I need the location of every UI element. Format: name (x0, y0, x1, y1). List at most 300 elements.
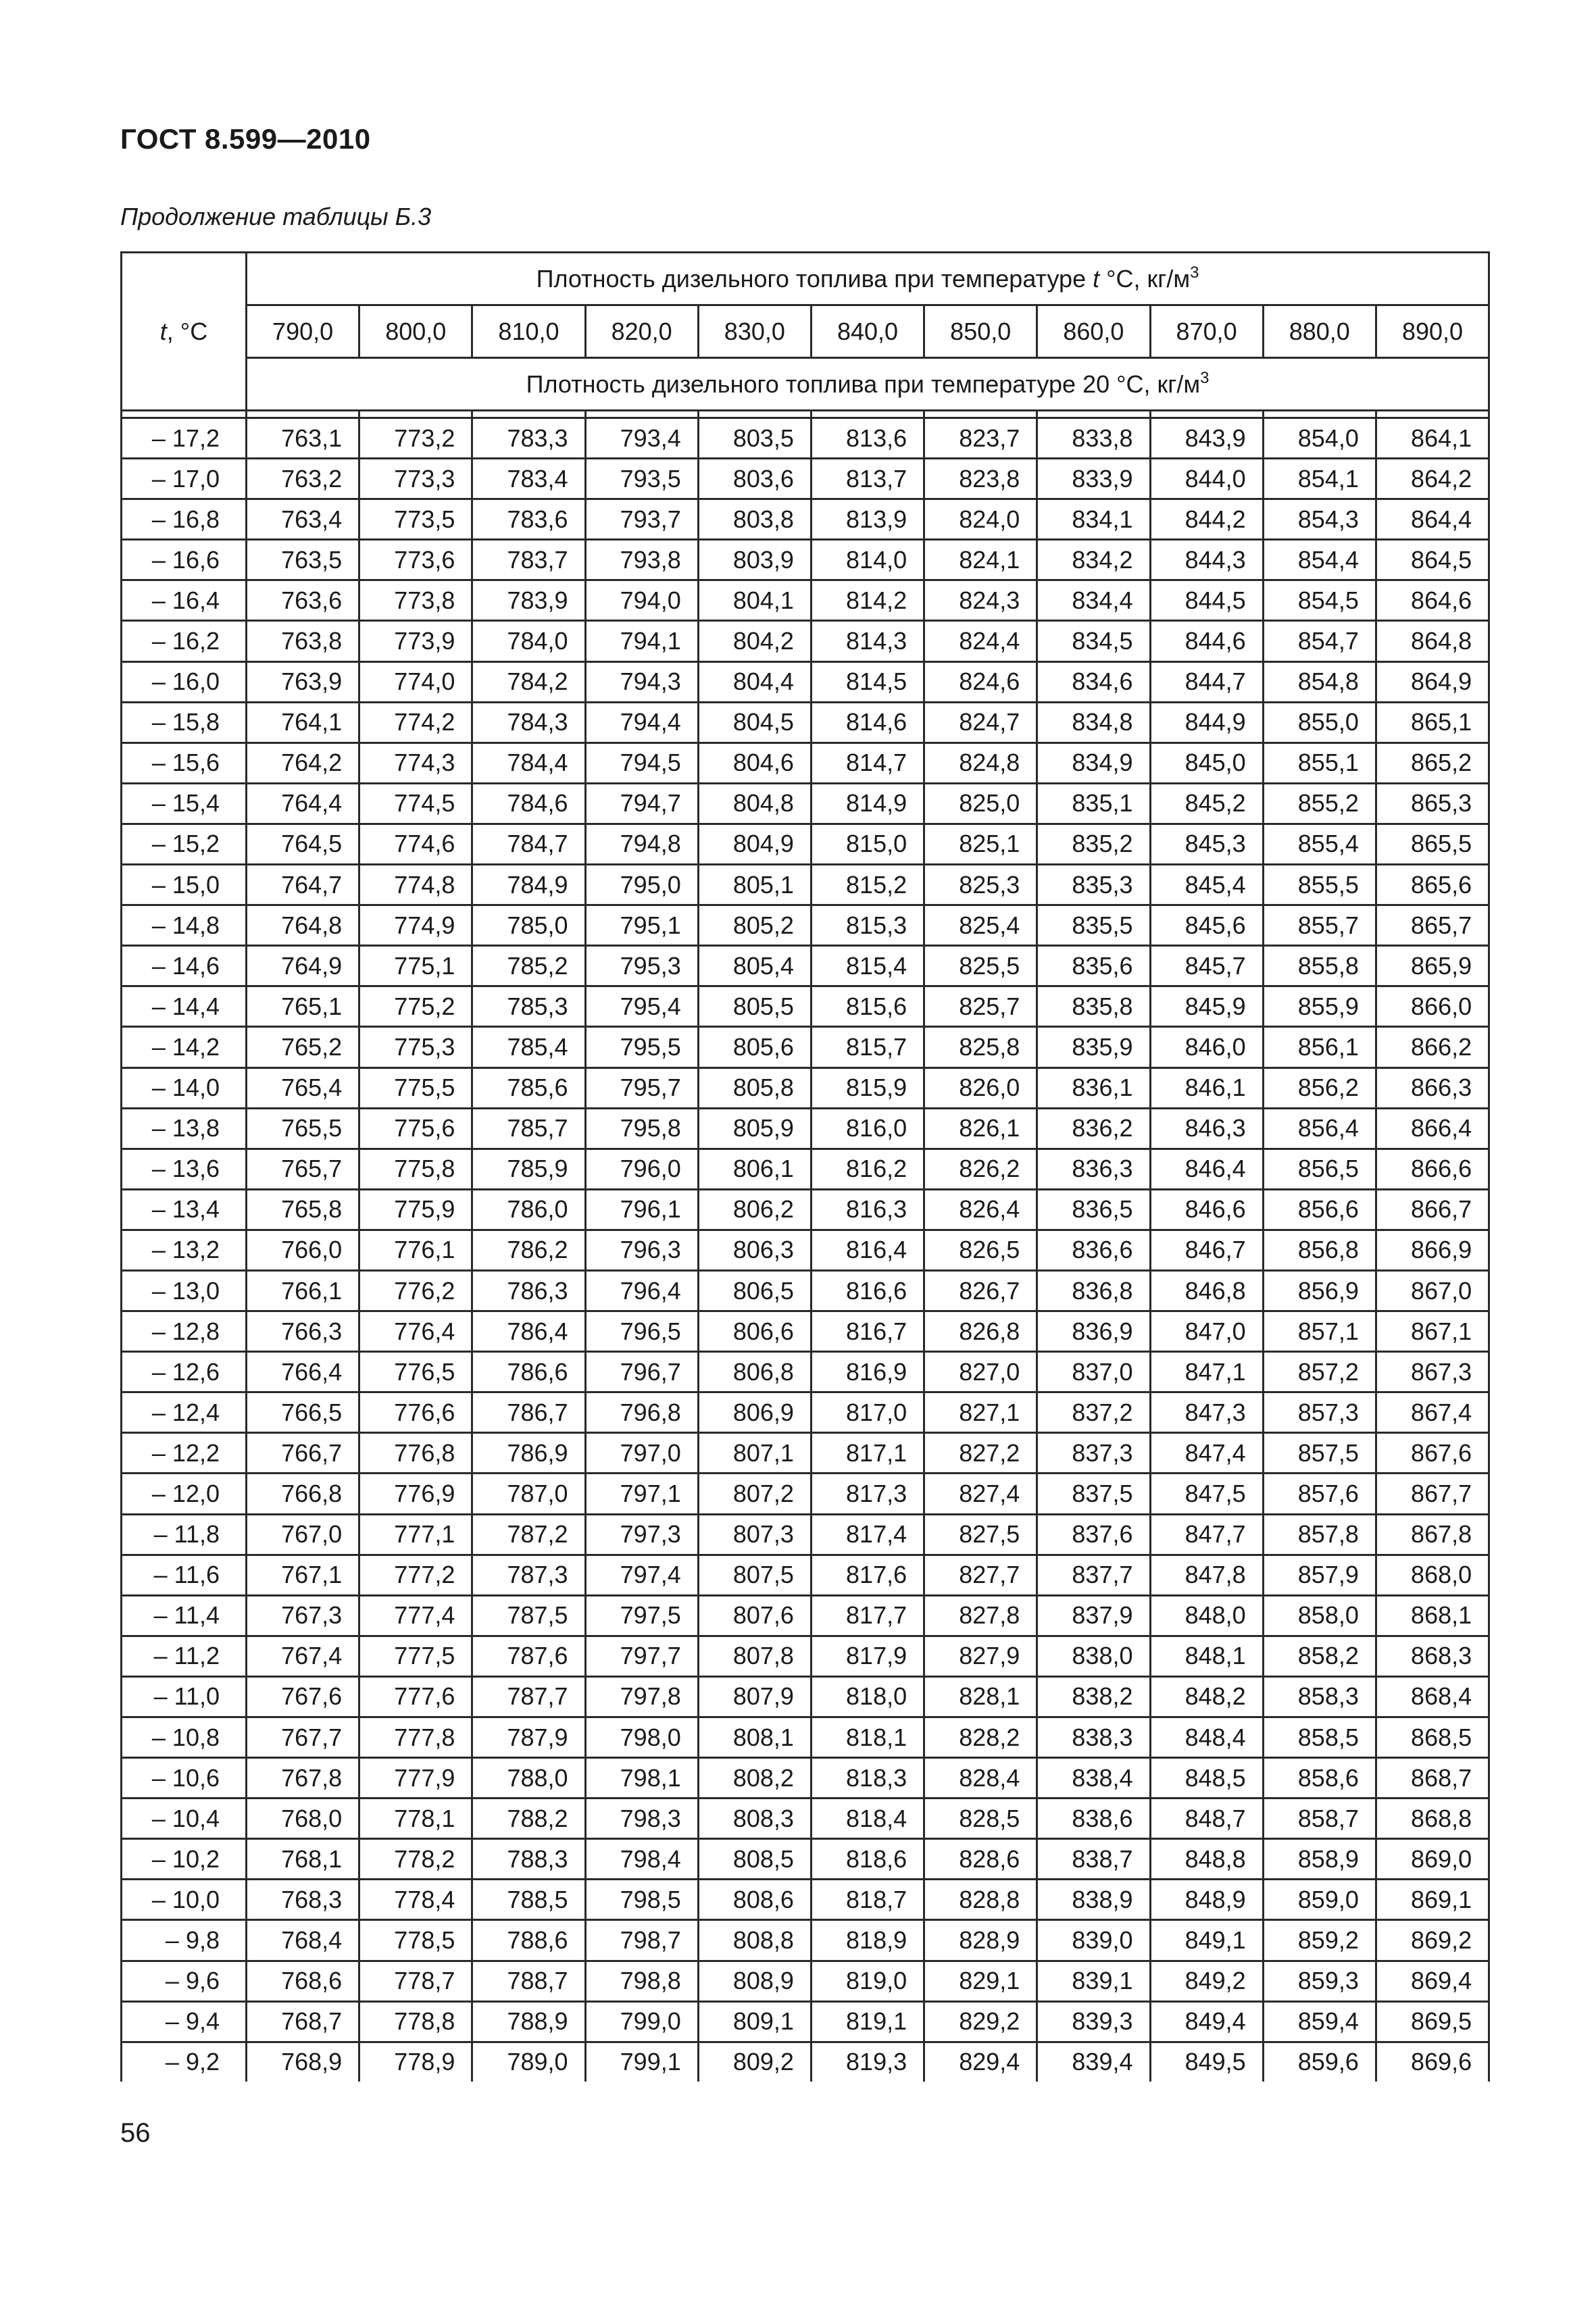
density-cell: 866,3 (1376, 1067, 1489, 1108)
density-cell: 773,8 (359, 580, 472, 621)
density-cell: 867,1 (1376, 1311, 1489, 1352)
density-cell: 815,0 (811, 824, 924, 864)
density-cell: 798,3 (585, 1799, 698, 1839)
density-cell: 846,6 (1150, 1189, 1263, 1230)
density-cell: 848,8 (1150, 1839, 1263, 1880)
density-cell: 785,7 (472, 1108, 585, 1149)
density-cell: 856,1 (1263, 1027, 1376, 1067)
density-cell: 836,5 (1037, 1189, 1150, 1230)
density-cell: 816,7 (811, 1311, 924, 1352)
density-cell: 793,7 (585, 499, 698, 540)
density-column-header: 820,0 (585, 305, 698, 358)
table-row (122, 702, 1489, 743)
density-cell: 767,6 (247, 1676, 359, 1717)
density-cell: 777,6 (359, 1676, 472, 1717)
density-cell: 826,8 (924, 1311, 1037, 1352)
header-row-bottom (122, 358, 1489, 411)
density-cell: 797,4 (585, 1555, 698, 1595)
density-cell: 835,6 (1037, 946, 1150, 986)
density-column-header: 890,0 (1376, 305, 1489, 358)
separator-cell (359, 411, 472, 418)
density-cell: 798,8 (585, 1961, 698, 2001)
density-cell: 795,1 (585, 905, 698, 946)
temperature-cell: – 14,4 (122, 986, 247, 1027)
density-cell: 858,9 (1263, 1839, 1376, 1880)
temperature-cell: – 17,2 (122, 418, 247, 459)
density-cell: 846,7 (1150, 1230, 1263, 1270)
density-cell: 834,1 (1037, 499, 1150, 540)
density-cell: 798,7 (585, 1920, 698, 1961)
density-cell: 783,3 (472, 418, 585, 459)
density-at-20-header-text: Плотность дизельного топлива при температуре 20 °С, кг/м (526, 370, 1201, 398)
density-cell: 783,9 (472, 580, 585, 621)
density-cell: 818,6 (811, 1839, 924, 1880)
density-cell: 786,9 (472, 1433, 585, 1474)
density-cell: 865,3 (1376, 783, 1489, 824)
density-cell: 826,5 (924, 1230, 1037, 1270)
density-cell: 867,7 (1376, 1474, 1489, 1514)
density-cell: 785,9 (472, 1149, 585, 1189)
density-cell: 869,5 (1376, 2001, 1489, 2042)
temperature-cell: – 15,6 (122, 743, 247, 783)
table-row (122, 540, 1489, 580)
density-cell: 764,4 (247, 783, 359, 824)
density-cell: 806,9 (698, 1392, 811, 1433)
density-cell: 778,7 (359, 1961, 472, 2001)
table-row (122, 1474, 1489, 1514)
density-cell: 838,0 (1037, 1636, 1150, 1676)
density-cell: 828,8 (924, 1880, 1037, 1920)
density-cell: 867,6 (1376, 1433, 1489, 1474)
density-cell: 857,3 (1263, 1392, 1376, 1433)
density-cell: 816,0 (811, 1108, 924, 1149)
density-cell: 813,6 (811, 418, 924, 459)
density-cell: 795,5 (585, 1027, 698, 1067)
density-cell: 814,7 (811, 743, 924, 783)
density-cell: 858,0 (1263, 1595, 1376, 1636)
density-cell: 786,3 (472, 1270, 585, 1311)
table-body (122, 418, 1489, 2082)
density-cell: 774,9 (359, 905, 472, 946)
density-cell: 865,6 (1376, 865, 1489, 905)
density-cell: 868,3 (1376, 1636, 1489, 1676)
density-cell: 848,7 (1150, 1799, 1263, 1839)
density-cell: 844,0 (1150, 459, 1263, 499)
separator-cell (811, 411, 924, 418)
density-cell: 783,7 (472, 540, 585, 580)
table-caption: Продолжение таблицы Б.3 (120, 203, 432, 230)
density-cell: 838,2 (1037, 1676, 1150, 1717)
density-cell: 867,3 (1376, 1352, 1489, 1392)
density-cell: 833,9 (1037, 459, 1150, 499)
temperature-cell: – 10,8 (122, 1717, 247, 1758)
density-cell: 787,7 (472, 1676, 585, 1717)
density-cell: 796,5 (585, 1311, 698, 1352)
density-cell: 806,2 (698, 1189, 811, 1230)
temperature-cell: – 13,8 (122, 1108, 247, 1149)
density-cell: 865,9 (1376, 946, 1489, 986)
temperature-cell: – 15,2 (122, 824, 247, 864)
density-cell: 868,0 (1376, 1555, 1489, 1595)
density-cell: 827,0 (924, 1352, 1037, 1392)
density-cell: 845,6 (1150, 905, 1263, 946)
density-cell: 794,4 (585, 702, 698, 743)
table-row (122, 743, 1489, 783)
density-cell: 817,1 (811, 1433, 924, 1474)
density-cell: 856,4 (1263, 1108, 1376, 1149)
temperature-cell: – 13,0 (122, 1270, 247, 1311)
density-at-t-header (247, 253, 1489, 305)
temperature-cell: – 13,4 (122, 1189, 247, 1230)
density-cell: 857,8 (1263, 1514, 1376, 1555)
temperature-cell: – 12,2 (122, 1433, 247, 1474)
density-cell: 806,5 (698, 1270, 811, 1311)
temperature-cell: – 16,6 (122, 540, 247, 580)
density-cell: 859,4 (1263, 2001, 1376, 2042)
density-cell: 827,8 (924, 1595, 1037, 1636)
density-cell: 773,2 (359, 418, 472, 459)
density-cell: 847,0 (1150, 1311, 1263, 1352)
density-cell: 844,5 (1150, 580, 1263, 621)
density-cell: 808,9 (698, 1961, 811, 2001)
density-cell: 816,4 (811, 1230, 924, 1270)
density-cell: 796,7 (585, 1352, 698, 1392)
density-cell: 787,2 (472, 1514, 585, 1555)
density-cell: 778,2 (359, 1839, 472, 1880)
density-cell: 846,1 (1150, 1067, 1263, 1108)
density-cell: 775,2 (359, 986, 472, 1027)
density-cell: 775,5 (359, 1067, 472, 1108)
table-row (122, 1920, 1489, 1961)
density-cell: 858,6 (1263, 1758, 1376, 1799)
table-row (122, 1880, 1489, 1920)
density-cell: 865,5 (1376, 824, 1489, 864)
density-cell: 867,8 (1376, 1514, 1489, 1555)
density-cell: 777,2 (359, 1555, 472, 1595)
temperature-cell: – 15,8 (122, 702, 247, 743)
density-cell: 835,8 (1037, 986, 1150, 1027)
density-cell: 777,8 (359, 1717, 472, 1758)
density-cell: 847,7 (1150, 1514, 1263, 1555)
density-cell: 773,6 (359, 540, 472, 580)
density-cell: 804,1 (698, 580, 811, 621)
density-cell: 796,4 (585, 1270, 698, 1311)
density-cell: 788,3 (472, 1839, 585, 1880)
density-cell: 778,4 (359, 1880, 472, 1920)
density-cell: 828,1 (924, 1676, 1037, 1717)
density-cell: 815,6 (811, 986, 924, 1027)
table-row (122, 1595, 1489, 1636)
temperature-cell: – 17,0 (122, 459, 247, 499)
table-row (122, 783, 1489, 824)
density-cell: 774,8 (359, 865, 472, 905)
density-cell: 835,1 (1037, 783, 1150, 824)
density-cell: 854,8 (1263, 661, 1376, 702)
density-cell: 794,8 (585, 824, 698, 864)
density-cell: 804,2 (698, 621, 811, 661)
density-cell: 764,7 (247, 865, 359, 905)
table-row (122, 1189, 1489, 1230)
density-cell: 833,8 (1037, 418, 1150, 459)
density-cell: 823,8 (924, 459, 1037, 499)
density-cell: 854,1 (1263, 459, 1376, 499)
separator-cell (1263, 411, 1376, 418)
density-cell: 826,4 (924, 1189, 1037, 1230)
density-cell: 796,3 (585, 1230, 698, 1270)
density-cell: 868,4 (1376, 1676, 1489, 1717)
density-cell: 768,3 (247, 1880, 359, 1920)
density-cell: 785,0 (472, 905, 585, 946)
density-cell: 806,6 (698, 1311, 811, 1352)
density-cell: 774,5 (359, 783, 472, 824)
density-cell: 836,3 (1037, 1149, 1150, 1189)
density-cell: 765,1 (247, 986, 359, 1027)
temperature-cell: – 11,0 (122, 1676, 247, 1717)
density-cell: 818,9 (811, 1920, 924, 1961)
density-cell: 815,9 (811, 1067, 924, 1108)
density-cell: 805,6 (698, 1027, 811, 1067)
page-number: 56 (120, 2118, 151, 2148)
table-row (122, 1514, 1489, 1555)
table-row (122, 621, 1489, 661)
density-cell: 847,4 (1150, 1433, 1263, 1474)
density-cell: 768,9 (247, 2042, 359, 2082)
density-cell: 814,5 (811, 661, 924, 702)
density-cell: 845,2 (1150, 783, 1263, 824)
density-cell: 837,9 (1037, 1595, 1150, 1636)
density-cell: 817,3 (811, 1474, 924, 1514)
density-cell: 834,4 (1037, 580, 1150, 621)
density-cell: 864,8 (1376, 621, 1489, 661)
density-cell: 845,7 (1150, 946, 1263, 986)
density-cell: 776,6 (359, 1392, 472, 1433)
density-cell: 764,1 (247, 702, 359, 743)
density-cell: 778,1 (359, 1799, 472, 1839)
temperature-cell: – 16,2 (122, 621, 247, 661)
temperature-cell: – 11,6 (122, 1555, 247, 1595)
density-cell: 864,2 (1376, 459, 1489, 499)
separator-cell (122, 411, 247, 418)
density-cell: 815,3 (811, 905, 924, 946)
density-cell: 859,0 (1263, 1880, 1376, 1920)
density-cell: 763,8 (247, 621, 359, 661)
density-cell: 837,0 (1037, 1352, 1150, 1392)
density-cell: 765,8 (247, 1189, 359, 1230)
density-cell: 784,3 (472, 702, 585, 743)
density-cell: 763,2 (247, 459, 359, 499)
density-cell: 794,0 (585, 580, 698, 621)
density-cell: 855,5 (1263, 865, 1376, 905)
temperature-cell: – 9,6 (122, 1961, 247, 2001)
temperature-header-unit: , °C (166, 317, 208, 345)
density-cell: 763,9 (247, 661, 359, 702)
density-cell: 837,6 (1037, 1514, 1150, 1555)
density-cell: 847,8 (1150, 1555, 1263, 1595)
density-cell: 768,6 (247, 1961, 359, 2001)
density-cell: 858,3 (1263, 1676, 1376, 1717)
density-column-header: 840,0 (811, 305, 924, 358)
density-cell: 815,4 (811, 946, 924, 986)
density-cell: 776,1 (359, 1230, 472, 1270)
density-cell: 845,9 (1150, 986, 1263, 1027)
density-cell: 868,5 (1376, 1717, 1489, 1758)
density-cell: 834,2 (1037, 540, 1150, 580)
density-cell: 783,4 (472, 459, 585, 499)
density-cell: 777,5 (359, 1636, 472, 1676)
density-cell: 827,4 (924, 1474, 1037, 1514)
density-cell: 835,5 (1037, 905, 1150, 946)
density-cell: 824,8 (924, 743, 1037, 783)
density-at-20-header (247, 358, 1489, 411)
density-cell: 805,2 (698, 905, 811, 946)
density-cell: 828,6 (924, 1839, 1037, 1880)
density-cell: 846,3 (1150, 1108, 1263, 1149)
density-cell: 866,9 (1376, 1230, 1489, 1270)
density-cell: 784,0 (472, 621, 585, 661)
density-cell: 845,3 (1150, 824, 1263, 864)
density-column-header: 860,0 (1037, 305, 1150, 358)
density-cell: 836,1 (1037, 1067, 1150, 1108)
density-cell: 865,1 (1376, 702, 1489, 743)
density-cell: 805,5 (698, 986, 811, 1027)
density-cell: 864,1 (1376, 418, 1489, 459)
density-cell: 857,2 (1263, 1352, 1376, 1392)
density-cell: 858,5 (1263, 1717, 1376, 1758)
temperature-cell: – 9,2 (122, 2042, 247, 2082)
density-cell: 799,1 (585, 2042, 698, 2082)
density-cell: 809,1 (698, 2001, 811, 2042)
density-cell: 799,0 (585, 2001, 698, 2042)
density-cell: 835,9 (1037, 1027, 1150, 1067)
density-cell: 775,1 (359, 946, 472, 986)
table-row (122, 1636, 1489, 1676)
density-cell: 766,1 (247, 1270, 359, 1311)
density-cell: 824,6 (924, 661, 1037, 702)
density-cell: 814,3 (811, 621, 924, 661)
density-cell: 857,5 (1263, 1433, 1376, 1474)
density-cell: 849,1 (1150, 1920, 1263, 1961)
density-cell: 767,3 (247, 1595, 359, 1636)
density-cell: 855,1 (1263, 743, 1376, 783)
density-cell: 765,2 (247, 1027, 359, 1067)
density-column-header: 850,0 (924, 305, 1037, 358)
separator-cell (585, 411, 698, 418)
density-cell: 766,4 (247, 1352, 359, 1392)
temperature-cell: – 14,0 (122, 1067, 247, 1108)
density-cell: 866,2 (1376, 1027, 1489, 1067)
density-cell: 774,0 (359, 661, 472, 702)
density-cell: 866,4 (1376, 1108, 1489, 1149)
density-cell: 845,0 (1150, 743, 1263, 783)
density-cell: 793,4 (585, 418, 698, 459)
density-cell: 804,9 (698, 824, 811, 864)
density-cell: 815,2 (811, 865, 924, 905)
temperature-cell: – 10,6 (122, 1758, 247, 1799)
density-cell: 807,3 (698, 1514, 811, 1555)
density-cell: 807,5 (698, 1555, 811, 1595)
density-at-20-header-sup: 3 (1200, 368, 1210, 387)
density-cell: 847,1 (1150, 1352, 1263, 1392)
density-cell: 846,0 (1150, 1027, 1263, 1067)
density-cell: 848,0 (1150, 1595, 1263, 1636)
density-cell: 835,3 (1037, 865, 1150, 905)
density-cell: 796,1 (585, 1189, 698, 1230)
density-cell: 764,9 (247, 946, 359, 986)
density-cell: 794,3 (585, 661, 698, 702)
density-cell: 795,3 (585, 946, 698, 986)
density-cell: 854,0 (1263, 418, 1376, 459)
density-cell: 788,0 (472, 1758, 585, 1799)
density-cell: 869,0 (1376, 1839, 1489, 1880)
table-row (122, 1067, 1489, 1108)
table-row (122, 1352, 1489, 1392)
density-cell: 797,5 (585, 1595, 698, 1636)
density-cell: 855,7 (1263, 905, 1376, 946)
density-cell: 795,0 (585, 865, 698, 905)
density-cell: 859,3 (1263, 1961, 1376, 2001)
temperature-cell: – 13,2 (122, 1230, 247, 1270)
density-cell: 767,1 (247, 1555, 359, 1595)
density-cell: 805,9 (698, 1108, 811, 1149)
header-separator (122, 411, 1489, 418)
temperature-cell: – 10,2 (122, 1839, 247, 1880)
density-cell: 859,2 (1263, 1920, 1376, 1961)
density-cell: 794,7 (585, 783, 698, 824)
density-cell: 837,5 (1037, 1474, 1150, 1514)
density-cell: 797,8 (585, 1676, 698, 1717)
density-cell: 818,1 (811, 1717, 924, 1758)
table-row (122, 661, 1489, 702)
temperature-cell: – 14,6 (122, 946, 247, 986)
density-cell: 793,5 (585, 459, 698, 499)
density-cell: 765,4 (247, 1067, 359, 1108)
density-cell: 796,0 (585, 1149, 698, 1189)
density-cell: 824,4 (924, 621, 1037, 661)
density-cell: 773,3 (359, 459, 472, 499)
density-cell: 825,7 (924, 986, 1037, 1027)
density-cell: 824,0 (924, 499, 1037, 540)
density-column-header: 810,0 (472, 305, 585, 358)
density-cell: 823,7 (924, 418, 1037, 459)
density-cell: 766,0 (247, 1230, 359, 1270)
density-cell: 867,0 (1376, 1270, 1489, 1311)
density-cell: 808,8 (698, 1920, 811, 1961)
table-row (122, 1311, 1489, 1352)
density-cell: 807,2 (698, 1474, 811, 1514)
separator-cell (472, 411, 585, 418)
density-at-t-header-unit: °С, кг/м (1099, 264, 1191, 293)
density-cell: 816,2 (811, 1149, 924, 1189)
density-cell: 775,9 (359, 1189, 472, 1230)
temperature-cell: – 12,4 (122, 1392, 247, 1433)
temperature-cell: – 16,4 (122, 580, 247, 621)
table-row (122, 1676, 1489, 1717)
density-cell: 849,2 (1150, 1961, 1263, 2001)
table-row (122, 418, 1489, 459)
table-row (122, 2001, 1489, 2042)
density-cell: 869,1 (1376, 1880, 1489, 1920)
density-at-t-header-sup: 3 (1190, 263, 1199, 282)
density-cell: 796,8 (585, 1392, 698, 1433)
density-cell: 786,4 (472, 1311, 585, 1352)
density-cell: 838,3 (1037, 1717, 1150, 1758)
density-cell: 859,6 (1263, 2042, 1376, 2082)
density-cell: 813,7 (811, 459, 924, 499)
density-cell: 788,7 (472, 1961, 585, 2001)
temperature-cell: – 10,0 (122, 1880, 247, 1920)
density-cell: 767,7 (247, 1717, 359, 1758)
density-cell: 784,4 (472, 743, 585, 783)
